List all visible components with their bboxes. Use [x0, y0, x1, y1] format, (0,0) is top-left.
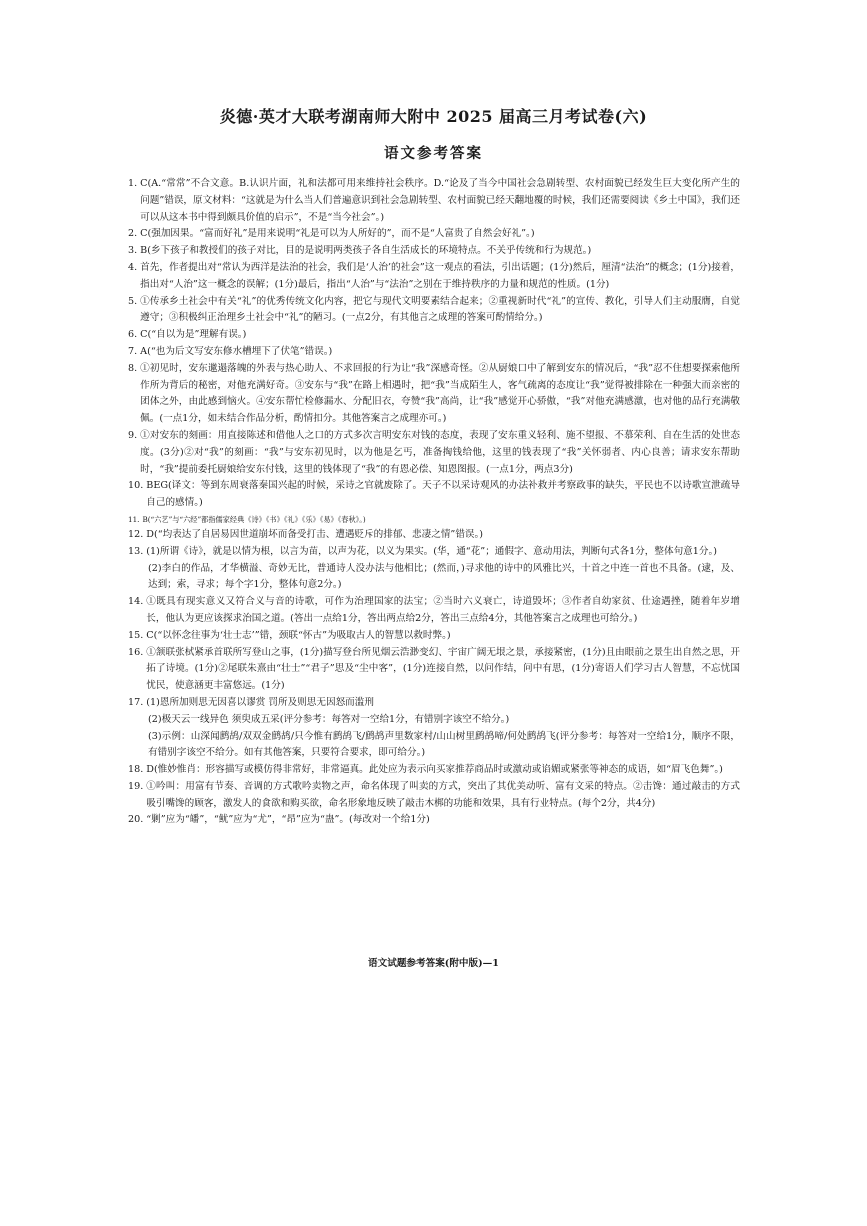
answer-text: ①颔联张栻紧承首联所写登山之事，(1分)描写登台所见烟云浩渺变幻、宇宙广阔无垠之景，承接紧密，(1分)且由眼前之景生出自然之思，开拓了诗境。(1分)②尾联朱熹由“壮士”“君子”思及“尘中客”，(1分)连接自然，以问作结，问中有思，(1分)寄语人们学习古人智慧，不忘忧国忧民，使意涵更丰富悠远。(1分) — [146, 646, 740, 692]
answer-item — [128, 243, 740, 260]
answer-item — [128, 695, 740, 712]
answer-item — [128, 226, 740, 243]
answer-number: 6. — [128, 329, 138, 341]
answer-text: C(“以怀念往事为‘壮士志’”错，颈联“怀古”为吸取古人的智慧以救时弊。) — [146, 629, 451, 641]
answer-text: C(强加因果。“富而好礼”是用来说明“礼是可以为人所好的”，而不是“人富贵了自然会好礼”。) — [140, 228, 535, 240]
answer-text: A(“也为后文写安东修水槽埋下了伏笔”错误。) — [140, 345, 333, 357]
answer-number: 16. — [128, 646, 144, 658]
answer-number: 14. — [128, 596, 144, 608]
answer-number: 20. — [128, 814, 144, 826]
answer-sub-item: (2)李白的作品，才华横溢、奇妙无比，普通诗人没办法与他相比；(然而，)寻求他的诗中的风雅比兴，十首之中连一首也不具备。(逮，及、达到；索，寻求；每个字1分，整体句意2分。) — [148, 562, 740, 591]
answer-text: ①吟叫：用富有节奏、音调的方式歌吟卖物之声，命名体现了叫卖的方式，突出了其优美动听、富有文采的特点。②击馋：通过敲击的方式吸引嘴馋的顾客，激发人的食欲和购买欲，命名形象地反映了敲击木梆的功能和效果，具有行业特点。(每个2分，共4分) — [146, 780, 740, 809]
answer-item — [128, 594, 740, 628]
answer-number: 15. — [128, 629, 144, 641]
answer-sub-item: (3)示例：山深闻鹧鸪/双双金鹧鸪/只今惟有鹧鸪飞/鹧鸪声里数家村/山山树里鹧鸪啼/何处鹧鸪飞(评分参考：每答对一空给1分，顺序不限，有错别字该空不给分。如有其他答案，只要符合要求，即可给分。) — [148, 730, 740, 759]
answer-text: B(“六艺”与“六经”都指儒家经典《诗》《书》《礼》《乐》《易》《春秋》。) — [142, 514, 366, 524]
answer-number: 8. — [128, 362, 138, 374]
answer-number: 4. — [128, 261, 138, 273]
answer-number: 12. — [128, 528, 144, 540]
answer-item — [128, 294, 740, 328]
answer-number: 18. — [128, 764, 144, 776]
answer-number: 2. — [128, 228, 138, 240]
answer-number: 3. — [128, 245, 138, 257]
answer-text: C(“自以为是”理解有误。) — [140, 329, 247, 341]
answer-text: D(惟妙惟肖：形容描写或模仿得非常好，非常逼真。此处应为表示向买家推荐商品时或激动或谄媚或紧张等神态的成语，如“眉飞色舞”。) — [146, 764, 723, 776]
answer-text: ①初见时，安东邋遢落魄的外表与热心助人、不求回报的行为让“我”深感奇怪。②从厨娘口中了解到安东的情况后，“我”忍不住想要探索他所作所为背后的秘密，对他充满好奇。③安东与“我”在路上相遇时，把“我”当成陌生人，客气疏离的态度让“我”觉得被排除在一种强大而亲密的团体之外，由此感到恼火。④安东帮忙检修漏水、分配旧衣，夸赞“我”高尚，让“我”感觉开心骄傲，“我”对他充满感激，也对他的品行充满敬佩。(一点1分，如未结合作品分析，酌情扣分。其他答案言之成理亦可。) — [140, 362, 740, 425]
answer-item — [128, 812, 740, 829]
answer-number: 5. — [128, 295, 138, 307]
answer-list — [128, 176, 740, 829]
page-footer: 语文试题参考答案(附中版)—1 — [368, 958, 499, 969]
answer-item — [128, 512, 740, 527]
answer-item — [128, 327, 740, 344]
answer-text: 首先，作者提出对“常认为西洋是法治的社会，我们是‘人治’的社会”这一观点的看法，引出话题；(1分)然后，厘清“法治”的概念；(1分)接着，指出对“人治”这一概念的误解；(1分)最后，指出“人治”与“法治”之别在于维持秩序的力量和规范的性质。(1分) — [140, 261, 740, 290]
answer-text: (1)恩所加则思无因喜以谬赏 罚所及则思无因怒而滥刑 — [146, 696, 374, 708]
answer-item — [128, 260, 740, 294]
answer-number: 11. — [128, 514, 140, 524]
answer-text: BEG(译文：等到东周衰落秦国兴起的时候，采诗之官就废除了。天子不以采诗观风的办法补救并考察政事的缺失，平民也不以诗歌宣泄疏导自己的感情。) — [146, 480, 740, 509]
answer-item — [128, 645, 740, 695]
answer-text: “剿”应为“皤”，“鱿”应为“尤”，“昂”应为“蛊”。(每改对一个给1分) — [146, 814, 430, 826]
answer-item — [128, 478, 740, 512]
answer-item — [128, 527, 740, 544]
answer-item — [128, 544, 740, 561]
answer-item — [128, 762, 740, 779]
answer-item — [128, 428, 740, 478]
answer-sub-item: (2)极天云一线异色 须臾成五采(评分参考：每答对一空给1分，有错别字该空不给分。) — [148, 713, 510, 725]
answer-item — [128, 176, 740, 226]
exam-title: 炎德·英才大联考湖南师大附中 2025 届高三月考试卷(六) — [219, 107, 648, 126]
answer-text: ①传承乡土社会中有关“礼”的优秀传统文化内容，把它与现代文明要素结合起来；②重视新时代“礼”的宣传、教化，引导人们主动服膺，自觉遵守；③积极纠正治理乡土社会中“礼”的陋习。(一点2分，有其他言之成理的答案可酌情给分。) — [140, 295, 740, 324]
answer-number: 10. — [128, 480, 144, 492]
answer-item — [128, 361, 740, 428]
answer-number: 19. — [128, 780, 144, 792]
answer-key-subtitle: 语文参考答案 — [384, 145, 483, 162]
answer-item — [128, 344, 740, 361]
answer-number: 1. — [128, 178, 138, 189]
answer-item — [128, 779, 740, 813]
answer-number: 9. — [128, 429, 138, 441]
answer-item — [128, 628, 740, 645]
answer-text: (1)所谓《诗》，就是以情为根，以言为苗，以声为花，以义为果实。(华，通“花”；通假字、意动用法，判断句式各1分，整体句意1分。) — [146, 545, 718, 557]
answer-number: 17. — [128, 696, 144, 708]
answer-number: 7. — [128, 345, 138, 357]
answer-text: ①既具有现实意义又符合义与音的诗歌，可作为治理国家的法宝；②当时六义衰亡，诗道毁坏；③作者自幼家贫、仕途遇挫，随着年岁增长，他认为更应该探求治国之道。(答出一点给1分，答出两点给2分，答出三点给4分，其他答案言之成理也可给分。) — [146, 596, 740, 624]
answer-text: ①对安东的刻画：用直接陈述和借他人之口的方式多次言明安东对钱的态度，表现了安东重义轻利、施不望报、不慕荣利、自在生活的处世态度。(3分)②对“我”的刻画：“我”与安东初见时，以为他是乞丐，准备掏钱给他，这里的钱表现了“我”关怀弱者、内心良善；请求安东帮助时，“我”提前委托厨娘给安东付钱，这里的钱体现了“我”的有恩必偿、知恩图报。(一点1分，两点3分) — [140, 429, 740, 475]
answer-text: C(A.“常常”不合文意。B.认识片面，礼和法都可用来维持社会秩序。D.“论及了当今中国社会急剧转型、农村面貌已经发生巨大变化所产生的问题”错误，原文材料：“这就是为什么当人们普遍意识到社会急剧转型、农村面貌已经天翻地覆的时候，我们还需要阅读《乡土中国》，我们还可以从这本书中得到颇具价值的启示”，不是“当今社会”。) — [140, 178, 740, 223]
answer-number: 13. — [128, 545, 144, 557]
answer-text: B(乡下孩子和教授们的孩子对比，目的是说明两类孩子各自生活成长的环境特点。不关乎传统和行为规范。) — [140, 245, 592, 257]
answer-text: D(“均表达了自居易因世道崩坏而备受打击、遭遇贬斥的排郁、悲凄之情”错误。) — [146, 528, 484, 540]
